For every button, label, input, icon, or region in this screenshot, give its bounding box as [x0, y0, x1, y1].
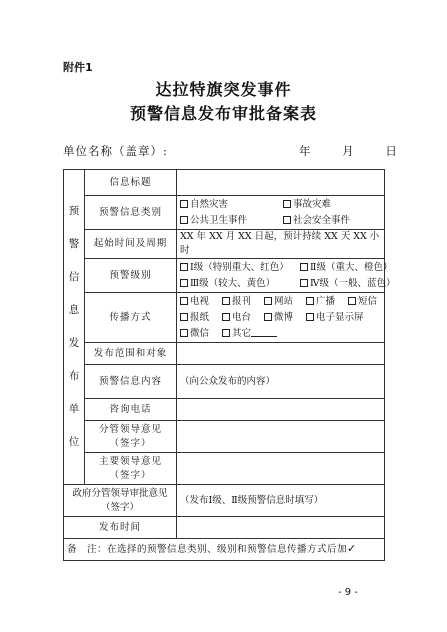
checkbox[interactable] — [180, 200, 188, 208]
checkbox[interactable] — [264, 297, 272, 305]
table-row — [64, 196, 385, 230]
level-label: 预警级别 — [85, 259, 177, 293]
period-value: XX 年 XX 月 XX 日起，预计持续 XX 天 XX 小时 — [177, 230, 385, 259]
month-label: 月 — [342, 144, 355, 158]
table-row — [64, 365, 385, 399]
scope-field[interactable] — [177, 343, 385, 365]
checkbox[interactable] — [180, 216, 188, 224]
level-options: Ⅰ级（特别重大、红色） Ⅱ级（重大、橙色） Ⅲ级（较大、黄色） Ⅳ级（一般、蓝色） — [177, 259, 385, 293]
category-label: 预警信息类别 — [85, 196, 177, 230]
table-row — [64, 485, 385, 517]
unit-name-label: 单位名称（盖章）: — [63, 144, 168, 158]
attachment-label: 附件1 — [63, 61, 93, 74]
checkbox[interactable] — [306, 297, 314, 305]
checkbox[interactable] — [283, 216, 291, 224]
leader2-field[interactable] — [177, 453, 385, 485]
category-options: 自然灾害 事故灾难 公共卫生事件 社会安全事件 — [177, 196, 385, 230]
checkbox[interactable] — [180, 279, 188, 287]
other-blank[interactable] — [251, 328, 277, 337]
channel-label: 传播方式 — [85, 293, 177, 343]
unit-name-row — [63, 143, 398, 159]
channel-options: 电视 报刊 网站 广播 短信 报纸 电台 微博 电子显示屏 微信 其它 — [177, 293, 385, 343]
checkbox[interactable] — [180, 297, 188, 305]
leader1-field[interactable] — [177, 421, 385, 453]
content-label: 预警信息内容 — [85, 365, 177, 399]
checkbox[interactable] — [222, 313, 230, 321]
table-row — [64, 421, 385, 453]
content-value: （向公众发布的内容） — [177, 365, 385, 399]
checkbox[interactable] — [264, 313, 272, 321]
scope-label: 发布范围和对象 — [85, 343, 177, 365]
table-row — [64, 259, 385, 293]
table-row — [64, 539, 385, 561]
leader2-label: 主要领导意见 （签字） — [85, 453, 177, 485]
checkbox[interactable] — [300, 279, 308, 287]
release-time-label: 发布时间 — [64, 517, 177, 539]
day-label: 日 — [385, 144, 398, 158]
side-label-publishing-unit: 预 警 信 息 发 布 单 位 — [64, 170, 85, 485]
table-row — [64, 399, 385, 421]
checkbox[interactable] — [180, 329, 188, 337]
form-title-line-1: 达拉特旗突发事件 — [155, 80, 292, 99]
table-row — [64, 293, 385, 343]
period-label: 起始时间及周期 — [85, 230, 177, 259]
checkbox[interactable] — [300, 263, 308, 271]
note-text: 备 注：在选择的预警信息类别、级别和预警信息传播方式后加 — [67, 544, 348, 555]
checkbox[interactable] — [306, 313, 314, 321]
phone-field[interactable] — [177, 399, 385, 421]
table-row — [64, 453, 385, 485]
release-time-field[interactable] — [177, 517, 385, 539]
checkbox[interactable] — [180, 313, 188, 321]
phone-label: 咨询电话 — [85, 399, 177, 421]
info-title-field[interactable] — [177, 170, 385, 196]
year-label: 年 — [299, 144, 312, 158]
checkbox[interactable] — [222, 297, 230, 305]
gov-value: （发布Ⅰ级、Ⅱ级预警信息时填写） — [177, 485, 385, 517]
table-row — [64, 230, 385, 259]
checkbox[interactable] — [180, 263, 188, 271]
leader1-label: 分管领导意见 （签字） — [85, 421, 177, 453]
table-row — [64, 343, 385, 365]
approval-form-table — [63, 169, 396, 561]
checkbox[interactable] — [283, 200, 291, 208]
page-number: - 9 - — [338, 587, 358, 598]
note-row — [64, 539, 385, 561]
gov-label: 政府分管领导审批意见 （签字） — [64, 485, 177, 517]
checkbox[interactable] — [348, 297, 356, 305]
table-row — [64, 170, 385, 196]
info-title-label: 信息标题 — [85, 170, 177, 196]
table-row — [64, 517, 385, 539]
date-fields — [299, 143, 398, 159]
checkbox[interactable] — [222, 329, 230, 337]
form-title-line-2: 预警信息发布审批备案表 — [129, 104, 317, 123]
check-mark-icon: ✓ — [347, 542, 357, 555]
